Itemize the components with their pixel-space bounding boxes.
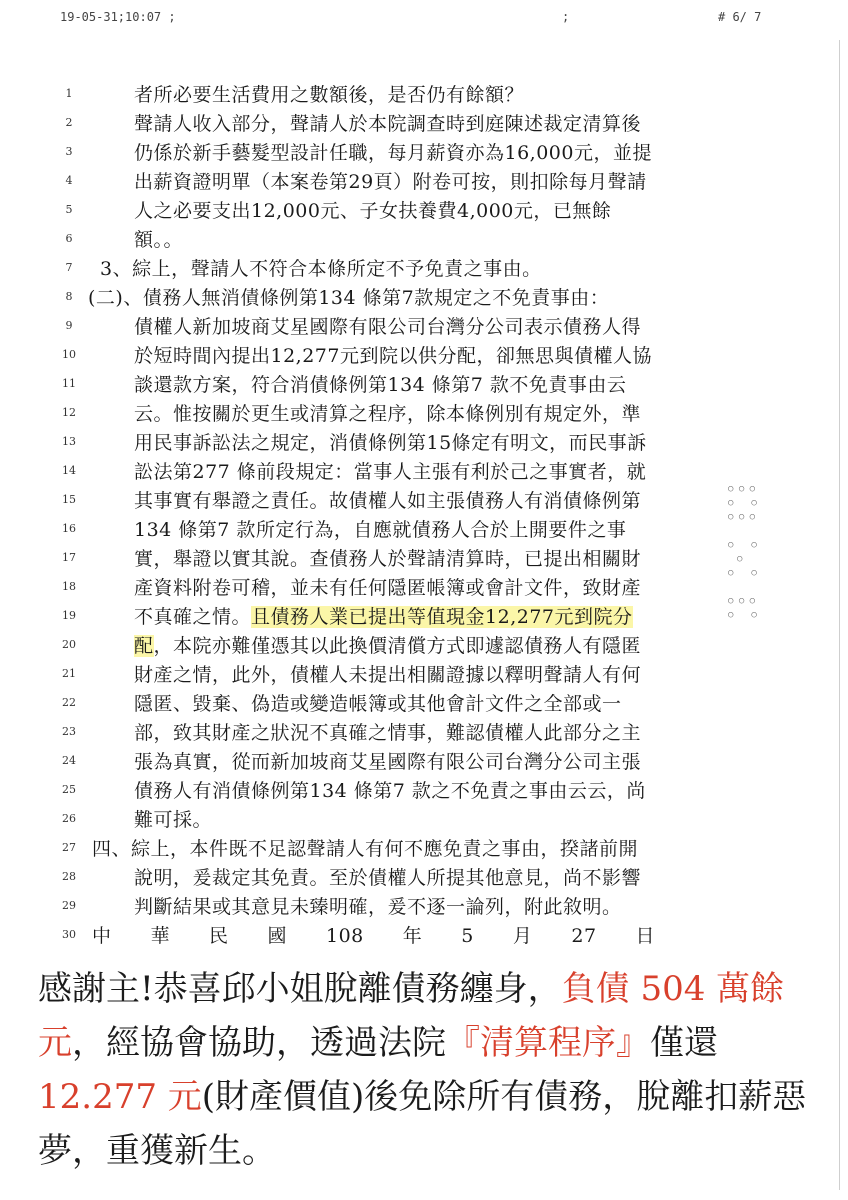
line-text-content: 者所必要生活費用之數額後，是否仍有餘額？ bbox=[134, 84, 525, 106]
line-text-content: 財產之情，此外，債權人未提出相關證據以釋明聲請人有何 bbox=[134, 664, 642, 686]
line-text bbox=[134, 370, 626, 397]
line-text-content: 張為真實，從而新加坡商艾星國際有限公司台灣分公司主張 bbox=[134, 751, 642, 773]
document-line bbox=[0, 281, 848, 310]
line-text bbox=[134, 428, 647, 455]
line-number: 18 bbox=[62, 580, 76, 593]
line-text bbox=[92, 921, 655, 948]
line-text bbox=[134, 515, 626, 542]
caption-procedure: 『清算程序』 bbox=[446, 1023, 650, 1063]
line-text bbox=[134, 602, 633, 629]
line-text bbox=[134, 544, 641, 571]
line-text bbox=[134, 312, 641, 339]
line-text-content: 部，致其財產之狀況不真確之情事，難認債權人此部分之主 bbox=[134, 722, 642, 744]
line-number: 28 bbox=[62, 870, 76, 883]
fax-header bbox=[0, 10, 848, 34]
document-line bbox=[0, 803, 848, 832]
caption-debt-amount: 負債 504 萬餘元 bbox=[38, 969, 785, 1063]
line-number: 16 bbox=[62, 522, 76, 535]
document-line bbox=[0, 890, 848, 919]
document-line bbox=[0, 252, 848, 281]
document-line bbox=[0, 600, 848, 629]
line-text-content: 用民事訴訟法之規定，消債條例第15條定有明文，而民事訴 bbox=[134, 432, 647, 454]
line-text-content: 說明，爰裁定其免責。至於債權人所提其他意見，尚不影響 bbox=[134, 867, 642, 889]
line-number: 9 bbox=[65, 319, 73, 332]
line-text-content: 判斷結果或其意見未臻明確，爰不逐一論列，附此敘明。 bbox=[134, 896, 622, 918]
document-line bbox=[0, 455, 848, 484]
document-line bbox=[0, 629, 848, 658]
line-text bbox=[134, 109, 641, 136]
line-number: 25 bbox=[62, 783, 76, 796]
line-number: 12 bbox=[62, 406, 76, 419]
line-text-content: 於短時間內提出12,277元到院以供分配，卻無思與債權人協 bbox=[134, 345, 652, 367]
document-line bbox=[0, 919, 848, 948]
line-number: 15 bbox=[62, 493, 76, 506]
line-number: 5 bbox=[65, 203, 73, 216]
line-text bbox=[134, 167, 647, 194]
line-text-content: 不真確之情。 bbox=[134, 606, 252, 628]
line-text-content: 134 條第7 款所定行為，自應就債務人合於上開要件之事 bbox=[134, 519, 627, 541]
line-number: 13 bbox=[62, 435, 76, 448]
document-line bbox=[0, 397, 848, 426]
line-number: 17 bbox=[62, 551, 76, 564]
line-number: 10 bbox=[62, 348, 76, 361]
line-text-content: 中 華 民 國 108 年 5 月 27 日 bbox=[92, 925, 656, 947]
line-text-content: 談還款方案，符合消債條例第134 條第7 款不免責事由云 bbox=[134, 374, 627, 396]
page-number: # 6/ 7 bbox=[718, 10, 762, 24]
line-text bbox=[134, 863, 641, 890]
line-text bbox=[134, 631, 641, 658]
line-number: 20 bbox=[62, 638, 76, 651]
document-line bbox=[0, 571, 848, 600]
document-line bbox=[0, 426, 848, 455]
line-text-content: 隱匿、毀棄、偽造或變造帳簿或其他會計文件之全部或一 bbox=[134, 693, 622, 715]
line-number: 11 bbox=[62, 377, 76, 390]
line-text bbox=[134, 486, 641, 513]
document-line bbox=[0, 310, 848, 339]
document-line bbox=[0, 78, 848, 107]
line-number: 19 bbox=[62, 609, 76, 622]
line-text-content: 人之必要支出12,000元、子女扶養費4,000元，已無餘 bbox=[134, 200, 612, 222]
highlighted-text: 配 bbox=[134, 635, 154, 657]
line-text bbox=[134, 573, 641, 600]
caption-block bbox=[38, 962, 818, 1178]
line-text bbox=[134, 689, 622, 716]
document-line bbox=[0, 223, 848, 252]
line-text-content: 3、綜上，聲請人不符合本條所定不予免責之事由。 bbox=[100, 258, 542, 280]
line-text bbox=[92, 834, 638, 861]
line-number: 26 bbox=[62, 812, 76, 825]
line-text bbox=[134, 718, 641, 745]
line-text-content: 債務人有消債條例第134 條第7 款之不免責之事由云云，尚 bbox=[134, 780, 646, 802]
document-line bbox=[0, 716, 848, 745]
document-line bbox=[0, 165, 848, 194]
fax-separator: ; bbox=[562, 10, 570, 24]
line-text bbox=[100, 254, 542, 281]
document-line bbox=[0, 861, 848, 890]
line-number: 21 bbox=[62, 667, 76, 680]
line-number: 23 bbox=[62, 725, 76, 738]
line-text bbox=[134, 747, 641, 774]
caption-part-4: (財產價值)後免除所有債務，脫離扣薪惡夢，重獲新生。 bbox=[38, 1077, 807, 1171]
document-line bbox=[0, 368, 848, 397]
line-text bbox=[134, 892, 622, 919]
line-text-content: 云。惟按關於更生或清算之程序，除本條例別有規定外，準 bbox=[134, 403, 642, 425]
document-line bbox=[0, 339, 848, 368]
document-line bbox=[0, 107, 848, 136]
caption-part-1: 感謝主!恭喜邱小姐脫離債務纏身， bbox=[38, 969, 562, 1009]
line-text-content: 難可採。 bbox=[134, 809, 213, 831]
line-text-content: 其事實有舉證之責任。故債權人如主張債務人有消債條例第 bbox=[134, 490, 642, 512]
line-text-content: (二)、債務人無消債條例第134 條第7款規定之不免責事由： bbox=[88, 287, 610, 309]
line-text-content: 額。。 bbox=[134, 229, 184, 251]
line-text bbox=[134, 80, 524, 107]
line-text bbox=[134, 225, 183, 252]
document-line bbox=[0, 832, 848, 861]
line-number: 27 bbox=[62, 841, 76, 854]
punch-hole-marks: ○ ○ ○ ○ ○ ○ ○ ○ ○ ○ ○ ○ ○ ○ ○ ○ ○ ○ bbox=[728, 484, 757, 620]
document-line bbox=[0, 658, 848, 687]
fax-timestamp: 19-05-31;10:07 ; bbox=[60, 10, 176, 24]
line-text bbox=[134, 399, 641, 426]
line-number: 22 bbox=[62, 696, 76, 709]
caption-part-3: 僅還 bbox=[650, 1023, 718, 1063]
caption-repaid-amount: 12.277 元 bbox=[38, 1077, 202, 1117]
line-number: 8 bbox=[65, 290, 73, 303]
line-text-rest: ，本院亦難僅憑其以此換價清償方式即遽認債務人有隱匿 bbox=[153, 635, 642, 657]
line-number: 4 bbox=[65, 174, 73, 187]
document-line bbox=[0, 194, 848, 223]
line-text-content: 實，舉證以實其說。查債務人於聲請清算時，已提出相關財 bbox=[134, 548, 642, 570]
line-text bbox=[134, 776, 646, 803]
document-line bbox=[0, 774, 848, 803]
line-text bbox=[134, 660, 641, 687]
document-line bbox=[0, 687, 848, 716]
line-number: 14 bbox=[62, 464, 76, 477]
document-line bbox=[0, 542, 848, 571]
line-text-content: 出薪資證明單（本案卷第29頁）附卷可按，則扣除每月聲請 bbox=[134, 171, 647, 193]
document-line bbox=[0, 745, 848, 774]
line-number: 1 bbox=[65, 87, 73, 100]
line-text bbox=[88, 283, 609, 310]
line-text-content: 四、綜上，本件既不足認聲請人有何不應免責之事由，揆諸前開 bbox=[92, 838, 639, 860]
line-number: 6 bbox=[65, 232, 73, 245]
line-text-content: 仍係於新手藝髮型設計任職，每月薪資亦為16,000元，並提 bbox=[134, 142, 652, 164]
line-text bbox=[134, 196, 611, 223]
line-text bbox=[134, 138, 652, 165]
line-number: 30 bbox=[62, 928, 76, 941]
line-text bbox=[134, 341, 652, 368]
line-text-content: 債權人新加坡商艾星國際有限公司台灣分公司表示債務人得 bbox=[134, 316, 642, 338]
document-body bbox=[0, 78, 848, 948]
line-number: 29 bbox=[62, 899, 76, 912]
document-line bbox=[0, 136, 848, 165]
line-text-content: 訟法第277 條前段規定：當事人主張有利於己之事實者，就 bbox=[134, 461, 647, 483]
line-number: 3 bbox=[65, 145, 73, 158]
line-text bbox=[134, 805, 212, 832]
highlighted-text: 且債務人業已提出等值現金12,277元到院分 bbox=[251, 606, 633, 628]
document-line bbox=[0, 484, 848, 513]
line-number: 24 bbox=[62, 754, 76, 767]
line-number: 2 bbox=[65, 116, 73, 129]
line-text-content: 聲請人收入部分，聲請人於本院調查時到庭陳述裁定清算後 bbox=[134, 113, 642, 135]
caption-part-2: ，經協會協助，透過法院 bbox=[72, 1023, 446, 1063]
line-text-content: 產資料附卷可稽，並未有任何隱匿帳簿或會計文件，致財產 bbox=[134, 577, 642, 599]
line-number: 7 bbox=[65, 261, 73, 274]
line-text bbox=[134, 457, 646, 484]
document-line bbox=[0, 513, 848, 542]
